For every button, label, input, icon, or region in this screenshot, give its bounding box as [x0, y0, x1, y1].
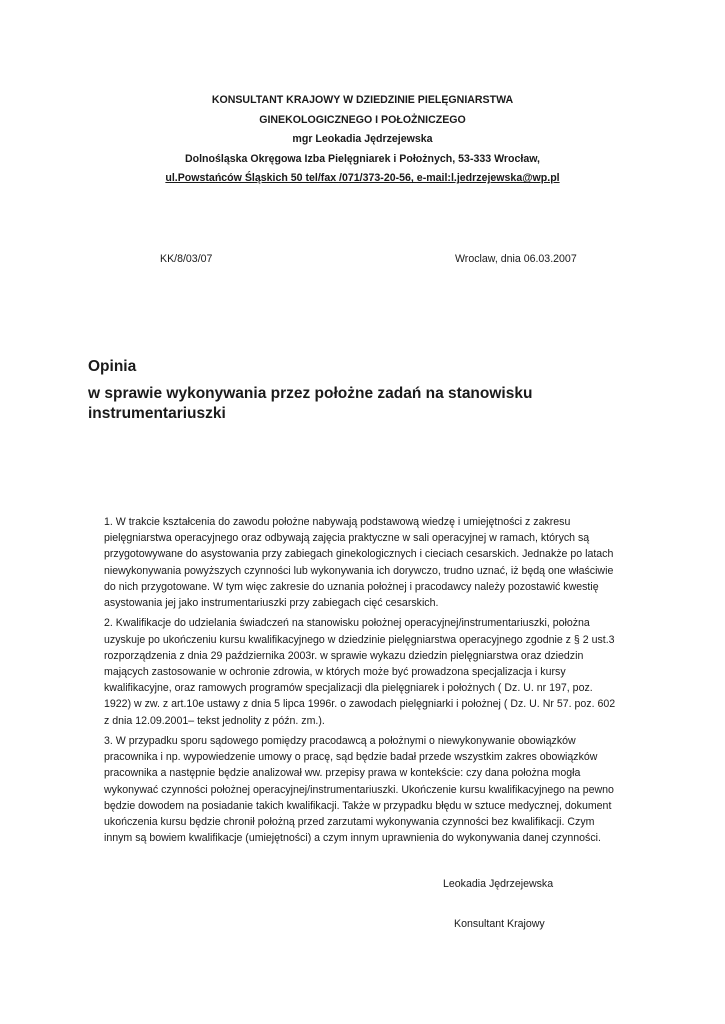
- paragraph-line: do nich przygotowane. W tym więc zakresie do uznania położnej i pracodawcy należy pozostawić kwestię: [104, 580, 599, 593]
- signature-role: Konsultant Krajowy: [454, 918, 545, 930]
- paragraph-line: pielęgniarstwa operacyjnego oraz odbywają zajęcia praktyczne w sali operacyjnej w ramach, których są: [104, 532, 590, 545]
- paragraph-line: mających zastosowanie w ochronie zdrowia, w których może być prowadzona specjalizacja i kursy: [104, 666, 566, 679]
- paragraph-line: kwalifikacyjne, oraz ramowych programów specjalizacji dla pielęgniarek i położnych ( Dz. U. nr 197, poz.: [104, 682, 593, 695]
- paragraph-3: [104, 733, 624, 846]
- letterhead-title-line-2: GINEKOLOGICZNEGO I POŁOŻNICZEGO: [259, 113, 466, 126]
- reference-number: KK/8/03/07: [160, 253, 213, 265]
- paragraph-line: uzyskuje po ukończeniu kursu kwalifikacyjnego w dziedzinie pielęgniarstwa operacyjnego zgodnie z § 2 ust.3: [104, 633, 615, 646]
- letterhead-contact: ul.Powstańców Śląskich 50 tel/fax /071/373-20-56, e-mail:l.jedrzejewska@wp.pl: [165, 172, 560, 185]
- paragraph-1: [104, 514, 624, 611]
- document-title: Opinia: [88, 358, 137, 375]
- letterhead: [0, 91, 725, 189]
- paragraph-line: wykonywać czynności położnej operacyjnej/instrumentariuszki. Ukończenie kursu kwalifikacyjnego na pewno: [104, 783, 614, 796]
- paragraph-line: 3. W przypadku sporu sądowego pomiędzy pracodawcą a położnymi o niewykonywanie obowiązków: [104, 735, 576, 748]
- letterhead-author: mgr Leokadia Jędrzejewska: [292, 133, 433, 146]
- paragraph-line: z dnia 12.09.2001– tekst jednolity z późn. zm.).: [104, 714, 325, 727]
- letterhead-title-line-1: KONSULTANT KRAJOWY W DZIEDZINIE PIELĘGNIARSTWA: [211, 94, 514, 106]
- paragraph-line: 1922) w zw. z art.10e ustawy z dnia 5 lipca 1996r. o zawodach pielęgniarki i położnej ( Dz. U. Nr 57. poz. 602: [104, 698, 616, 711]
- paragraph-line: pracownika i np. wypowiedzenie umowy o pracę, sąd będzie badał przede wszystkim zakres obowiązków: [104, 751, 598, 764]
- paragraph-line: rozporządzenia z dnia 29 października 2003r. w sprawie wykazu dziedzin pielęgniarstwa oraz dziedzin: [104, 649, 584, 662]
- paragraph-line: przygotowywane do asystowania przy zabiegach ginekologicznych i cieciach cesarskich. Jednakże po latach: [104, 548, 614, 561]
- paragraph-line: asystowania jej jako instrumentariuszki przy zabiegach cięć cesarskich.: [104, 597, 439, 610]
- letterhead-institution: Dolnośląska Okręgowa Izba Pielęgniarek i Położnych, 53-333 Wrocław,: [184, 152, 541, 165]
- paragraph-line: niewykonywania powyższych czynności lub wykonywania ich dorywczo, trudno uznać, iż będą one właściwie: [104, 564, 614, 577]
- paragraph-line: innym są bowiem kwalifikacje (umiejętności) a czym innym uprawnienia do wykonywania danej czynności.: [104, 832, 601, 845]
- paragraph-line: będzie dowodem na posiadanie takich kwalifikacji. Także w przypadku błędu w sztuce medycznej, dokument: [104, 799, 612, 812]
- document-subtitle: w sprawie wykonywania przez położne zadań na stanowisku instrumentariuszki: [88, 385, 533, 422]
- paragraph-line: 2. Kwalifikacje do udzielania świadczeń na stanowisku położnej operacyjnej/instrumentariuszki, położna: [104, 617, 590, 630]
- paragraph-2: [104, 615, 624, 728]
- paragraph-line: pracownika a następnie będzie analizował ww. przepisy prawa w kontekście: czy dana położna mogła: [104, 767, 581, 780]
- document-body: [104, 514, 624, 851]
- signature-name: Leokadia Jędrzejewska: [443, 878, 554, 890]
- paragraph-line: 1. W trakcie kształcenia do zawodu położne nabywają podstawową wiedzę i umiejętności z zakresu: [104, 516, 571, 528]
- document-date: Wroclaw, dnia 06.03.2007: [455, 253, 577, 265]
- paragraph-line: ukończenia kursu będzie chronił położną przed zarzutami wykonywania czynności bez kwalifikacji. Czym: [104, 816, 595, 829]
